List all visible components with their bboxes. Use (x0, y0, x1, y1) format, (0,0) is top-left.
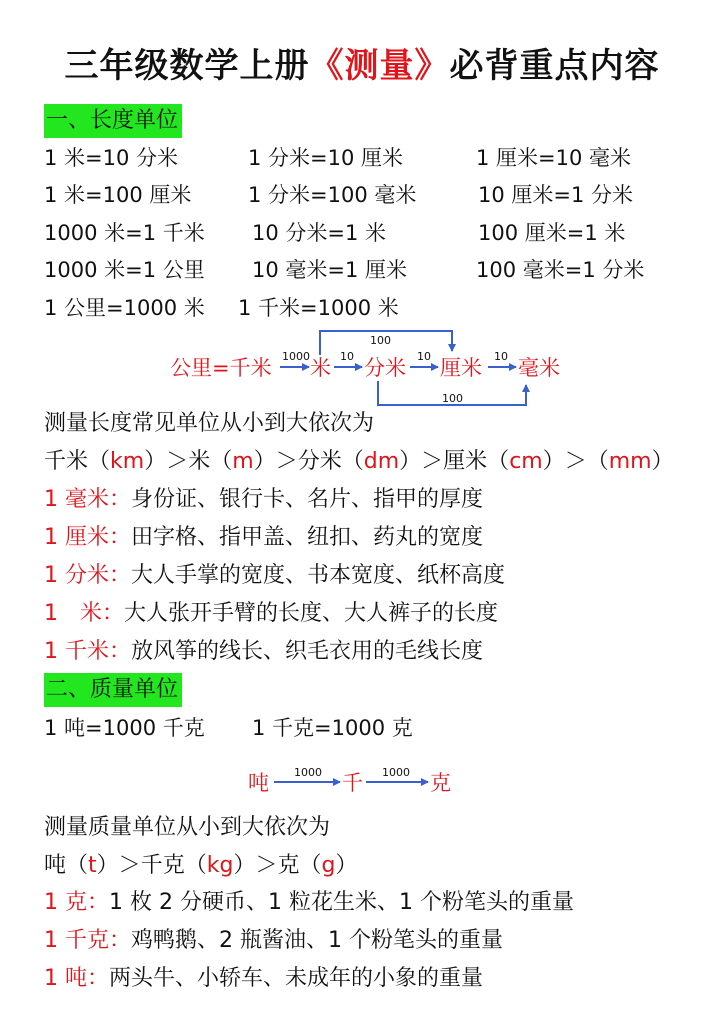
example-text: 1 枚 2 分硬币、1 粒花生米、1 个粉笔头的重量 (109, 890, 574, 915)
order-unit: 厘米 (443, 449, 488, 474)
example-unit: 1 厘米： (44, 525, 131, 550)
chain-unit: 公里=千米 (170, 356, 272, 380)
example-unit: 1 千米： (44, 639, 131, 664)
example-unit: 1 克： (44, 890, 109, 915)
example-unit: 1 分米： (44, 563, 131, 588)
title-pre: 三年级数学上册 (64, 46, 310, 86)
conversion: 100 毫米=1 分米 (476, 258, 645, 282)
mass-section-heading: 二、质量单位 (44, 673, 182, 707)
chain-unit: 吨 (248, 771, 269, 795)
order-abbr: cm (509, 449, 543, 474)
order-abbr: km (110, 449, 145, 474)
chain-unit: 分米 (364, 356, 406, 380)
title-post: 必背重点内容 (449, 46, 660, 86)
mass-example (44, 964, 483, 994)
example-unit: 1 毫米： (44, 487, 131, 512)
example-unit: 1 千克： (44, 928, 131, 953)
mass-order: 吨（t）＞千克（kg）＞克（g） (44, 853, 358, 878)
chain-step: 1000 (294, 766, 322, 779)
example-text: 两头牛、小轿车、未成年的小象的重量 (109, 966, 484, 991)
example-text: 鸡鸭鹅、2 瓶酱油、1 个粉笔头的重量 (131, 928, 503, 953)
conversion: 1 厘米=10 毫米 (476, 146, 632, 170)
length-order: 千米（km）＞米（m）＞分米（dm）＞厘米（cm）＞（mm） (44, 449, 674, 474)
order-unit: 分米 (297, 449, 342, 474)
chain-step: 10 (494, 350, 508, 363)
order-abbr: t (88, 853, 97, 878)
mass-example (44, 888, 574, 918)
mass-order-intro: 测量质量单位从小到大依次为 (44, 815, 331, 840)
chain-step: 1000 (282, 350, 310, 363)
order-abbr: mm (608, 449, 652, 474)
conversion: 1 吨=1000 千克 (44, 716, 205, 740)
mass-example (44, 926, 503, 956)
order-abbr: dm (363, 449, 400, 474)
conversion: 10 分米=1 米 (252, 221, 387, 245)
order-unit: 千米 (44, 449, 89, 474)
conversion: 1 米=100 厘米 (44, 183, 192, 207)
example-text: 田字格、指甲盖、纽扣、药丸的宽度 (131, 525, 484, 550)
chain-unit: 毫米 (518, 356, 560, 380)
chain-under-label: 100 (442, 392, 463, 405)
conversion: 10 厘米=1 分米 (478, 183, 634, 207)
chain-over-label: 100 (370, 334, 391, 347)
example-unit: 1 吨： (44, 966, 109, 991)
order-unit: 吨 (44, 853, 67, 878)
length-order-intro: 测量长度常见单位从小到大依次为 (44, 411, 375, 436)
example-text: 大人张开手臂的长度、大人裤子的长度 (124, 601, 499, 626)
chain-unit: 千 (342, 771, 363, 795)
order-abbr: m (232, 449, 254, 474)
chain-step: 1000 (382, 766, 410, 779)
conversion: 1 分米=10 厘米 (248, 146, 404, 170)
chain-step: 10 (417, 350, 431, 363)
example-text: 身份证、银行卡、名片、指甲的厚度 (131, 487, 484, 512)
chain-unit: 克 (430, 771, 451, 795)
conversion: 100 厘米=1 米 (478, 221, 626, 245)
example-text: 放风筝的线长、织毛衣用的毛线长度 (131, 639, 484, 664)
conversion: 1 千米=1000 米 (238, 296, 399, 320)
conversion: 1 米=10 分米 (44, 146, 179, 170)
order-abbr: kg (206, 853, 234, 878)
example-unit: 1 米： (44, 601, 124, 626)
order-unit: 克 (277, 853, 300, 878)
conversion: 1 公里=1000 米 (44, 296, 205, 320)
conversion: 1000 米=1 公里 (44, 258, 205, 282)
order-unit: 米 (188, 449, 211, 474)
conversion: 1 千克=1000 克 (252, 716, 413, 740)
length-section-heading: 一、长度单位 (44, 104, 182, 138)
title-highlight: 《测量》 (309, 46, 450, 86)
order-abbr: g (321, 853, 336, 878)
chain-step: 10 (340, 350, 354, 363)
conversion: 1 分米=100 毫米 (248, 183, 417, 207)
example-text: 大人手掌的宽度、书本宽度、纸杯高度 (131, 563, 506, 588)
order-unit: 千克 (140, 853, 185, 878)
chain-unit: 厘米 (440, 356, 482, 380)
chain-unit: 米 (310, 356, 331, 380)
conversion: 1000 米=1 千米 (44, 221, 205, 245)
conversion: 10 毫米=1 厘米 (252, 258, 408, 282)
